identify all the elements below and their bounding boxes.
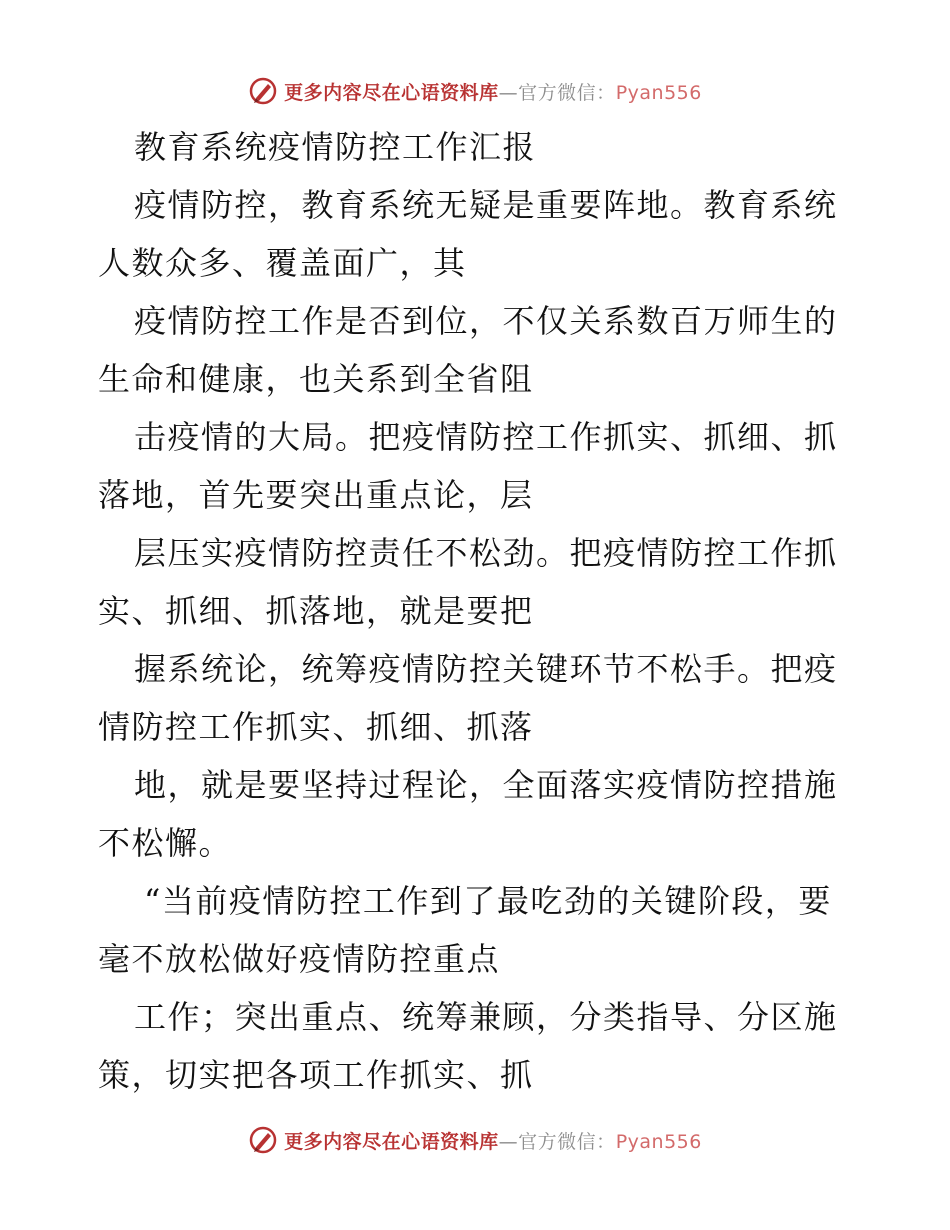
paragraph-line: 层压实疫情防控责任不松劲。把疫情防控工作抓	[134, 534, 838, 572]
paragraph-line: 生命和健康，也关系到全省阻	[98, 360, 534, 398]
document-body	[98, 118, 858, 1104]
paragraph-line: 情防控工作抓实、抓细、抓落	[98, 708, 534, 746]
watermark-wechat-id: Pyan556	[615, 1130, 702, 1153]
pen-logo-icon	[248, 1125, 278, 1155]
paragraph-line: 人数众多、覆盖面广，其	[98, 244, 467, 282]
paragraph-line: 实、抓细、抓落地，就是要把	[98, 592, 534, 630]
paragraph-line: 工作；突出重点、统筹兼顾，分类指导、分区施	[134, 998, 838, 1036]
watermark-separator: —	[498, 81, 519, 104]
watermark-official-label: 官方微信：	[518, 81, 616, 104]
paragraph-line: 落地，首先要突出重点论，层	[98, 476, 534, 514]
paragraph-line: 疫情防控工作是否到位，不仅关系数百万师生的	[134, 302, 838, 340]
paragraph-line: 策，切实把各项工作抓实、抓	[98, 1056, 534, 1094]
watermark-brand: 更多内容尽在心语资料库	[284, 1130, 499, 1153]
paragraph-line: 击疫情的大局。把疫情防控工作抓实、抓细、抓	[134, 418, 838, 456]
watermark-text	[284, 78, 702, 105]
paragraph-line: 地，就是要坚持过程论，全面落实疫情防控措施	[134, 766, 838, 804]
watermark-text	[284, 1127, 702, 1154]
watermark-wechat-id: Pyan556	[615, 81, 702, 104]
paragraph-line: “当前疫情防控工作到了最吃劲的关键阶段，要	[144, 882, 832, 920]
watermark-brand: 更多内容尽在心语资料库	[284, 81, 499, 104]
document-title: 教育系统疫情防控工作汇报	[134, 128, 537, 166]
footer-watermark	[0, 1120, 950, 1160]
paragraph-line: 疫情防控，教育系统无疑是重要阵地。教育系统	[134, 186, 838, 224]
paragraph-line: 握系统论，统筹疫情防控关键环节不松手。把疫	[134, 650, 838, 688]
watermark-separator: —	[498, 1130, 519, 1153]
paragraph-line: 不松懈。	[98, 824, 233, 862]
watermark-official-label: 官方微信：	[518, 1130, 616, 1153]
paragraph-line: 毫不放松做好疫情防控重点	[98, 940, 501, 978]
pen-logo-icon	[248, 76, 278, 106]
header-watermark	[0, 71, 950, 111]
